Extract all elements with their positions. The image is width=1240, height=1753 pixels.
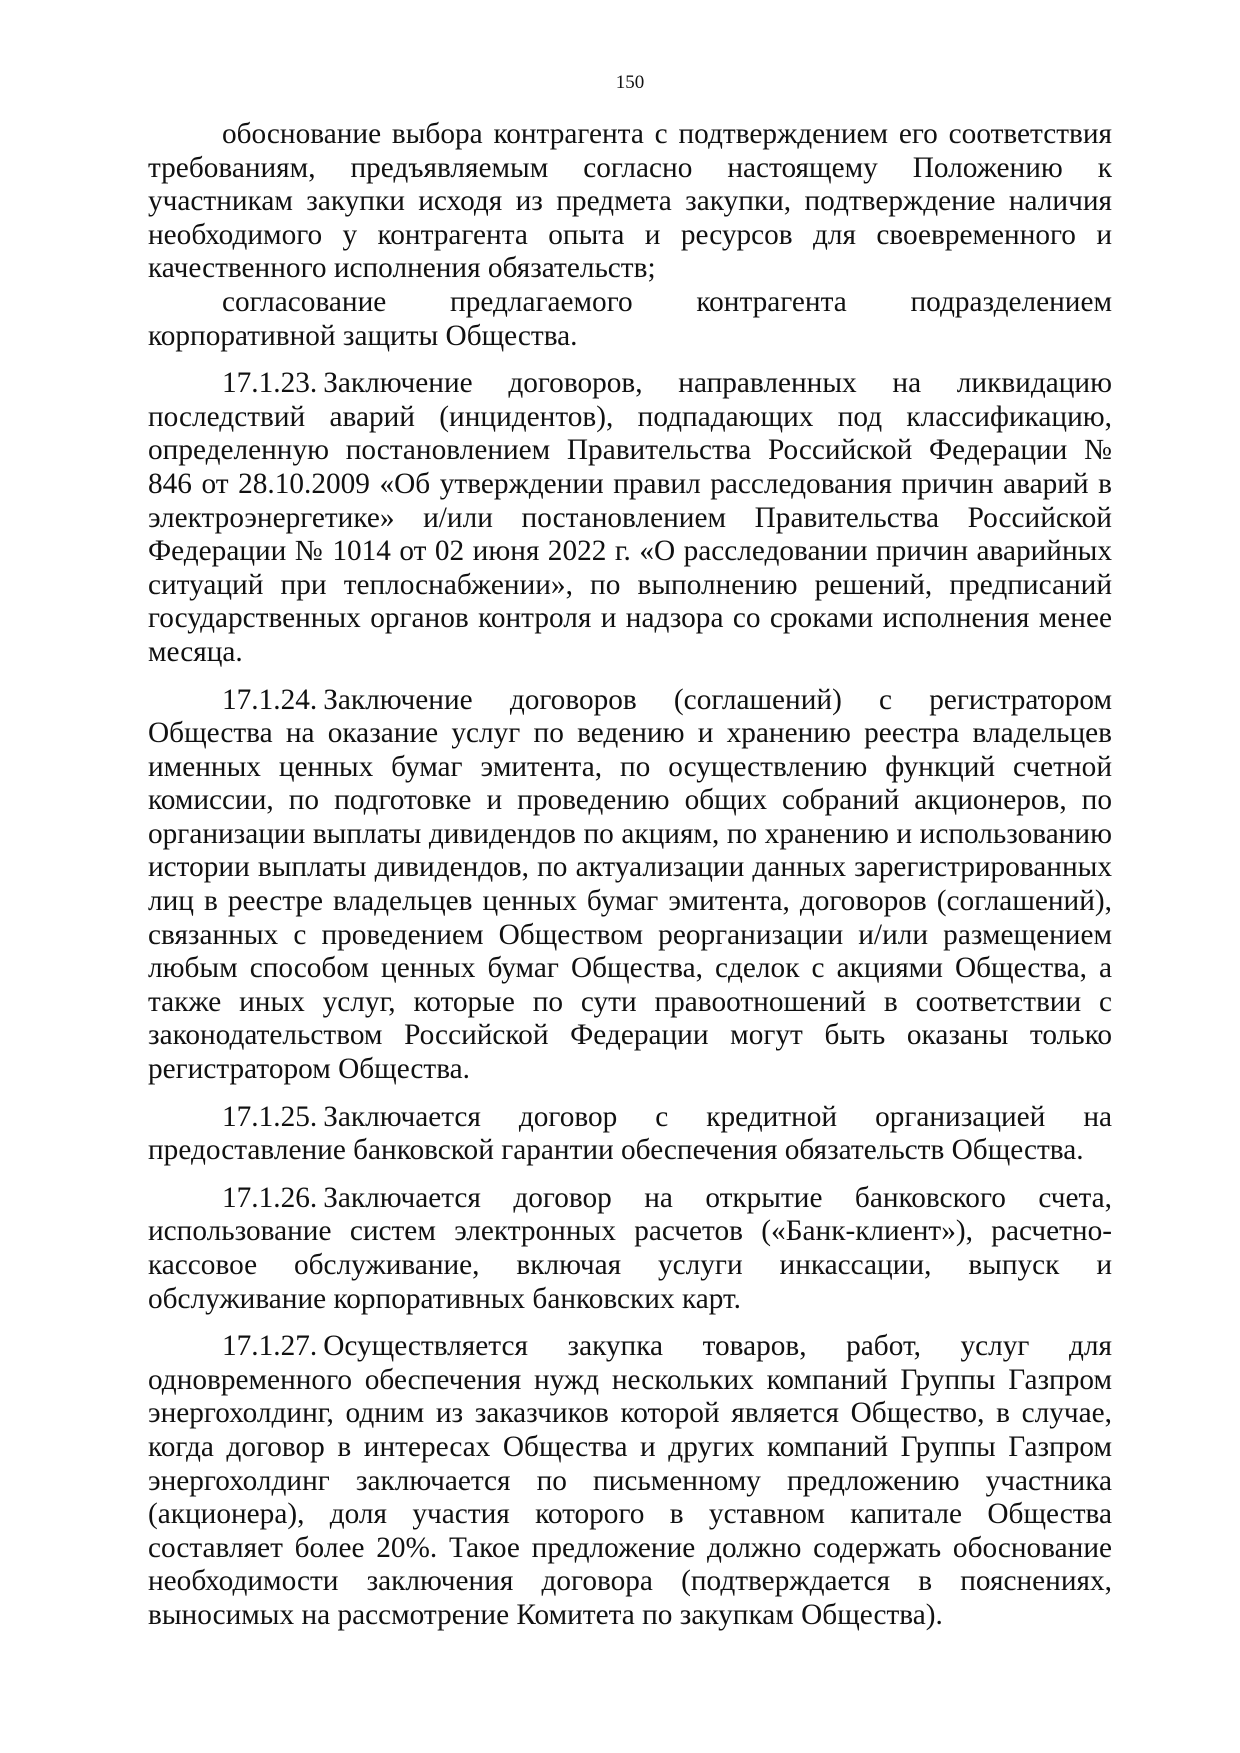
clause-17-1-25 — [148, 1101, 1112, 1168]
paragraph-approval — [148, 286, 1112, 353]
clause-number: 17.1.25. — [222, 1100, 318, 1133]
clause-17-1-23 — [148, 367, 1112, 669]
paragraph-justification — [148, 118, 1112, 286]
clause-number: 17.1.26. — [222, 1181, 318, 1214]
clause-number: 17.1.24. — [222, 683, 318, 716]
clause-17-1-26 — [148, 1182, 1112, 1316]
paragraph-text: обоснование выбора контрагента с подтверждением его соответствия требованиям, предъявляемым согласно настоящему Положению к участникам закупки исходя из предмета закупки, подтверждение наличия необходимого у контрагента опыта и ресурсов для своевременного и качественного исполнения обязательств; — [148, 118, 1112, 285]
clause-number: 17.1.27. — [222, 1330, 318, 1363]
clause-number: 17.1.23. — [222, 367, 318, 400]
clause-text: Заключение договоров, направленных на ликвидацию последствий аварий (инцидентов), подпадающих под классификацию, определенную постановлением Правительства Российской Федерации № 846 от 28.10.2009 «Об утверждении правил расследования причин аварий в электроэнергетике» и/или постановлением Правительства Российской Федерации № 1014 от 02 июня 2022 г. «О расследовании причин аварийных ситуаций при теплоснабжении», по выполнению решений, предписаний государственных органов контроля и надзора со сроками исполнения менее месяца. — [148, 367, 1112, 668]
clause-text: Заключение договоров (соглашений) с регистратором Общества на оказание услуг по ведению и хранению реестра владельцев именных ценных бумаг эмитента, по осуществлению функций счетной комиссии, по подготовке и проведению общих собраний акционеров, по организации выплаты дивидендов по акциям, по хранению и использованию истории выплаты дивидендов, по актуализации данных зарегистрированных лиц в реестре владельцев ценных бумаг эмитента, договоров (соглашений), связанных с проведением Обществом реорганизации и/или размещением любым способом ценных бумаг Общества, сделок с акциями Общества, а также иных услуг, которые по сути правоотношений в соответствии с законодательством Российской Федерации могут быть оказаны только регистратором Общества. — [148, 683, 1112, 1086]
clause-17-1-27 — [148, 1330, 1112, 1632]
clause-text: Заключается договор на открытие банковского счета, использование систем электронных расчетов («Банк-клиент»), расчетно-кассовое обслуживание, включая услуги инкассации, выпуск и обслуживание корпоративных банковских карт. — [148, 1181, 1112, 1315]
page-number: 150 — [615, 72, 645, 93]
document-page — [148, 72, 1112, 1647]
clause-text: Заключается договор с кредитной организацией на предоставление банковской гарантии обеспечения обязательств Общества. — [148, 1100, 1112, 1167]
clause-17-1-24 — [148, 684, 1112, 1087]
clause-text: Осуществляется закупка товаров, работ, услуг для одновременного обеспечения нужд нескольких компаний Группы Газпром энергохолдинг, одним из заказчиков которой является Общество, в случае, когда договор в интересах Общества и других компаний Группы Газпром энергохолдинг заключается по письменному предложению участника (акционера), доля участия которого в уставном капитале Общества составляет более 20%. Такое предложение должно содержать обоснование необходимости заключения договора (подтверждается в пояснениях, выносимых на рассмотрение Комитета по закупкам Общества). — [148, 1330, 1112, 1631]
paragraph-text: согласование предлагаемого контрагента подразделением корпоративной защиты Общества. — [148, 285, 1112, 352]
